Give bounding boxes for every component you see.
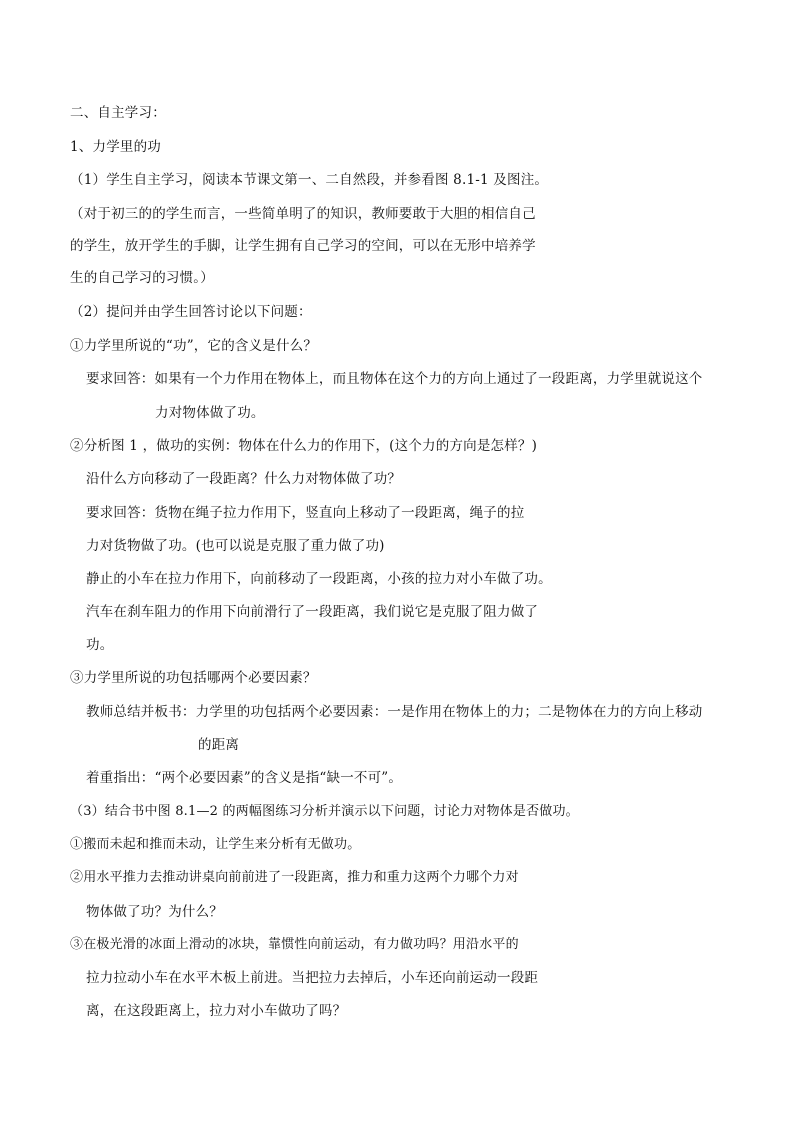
paragraph: （2）提问并由学生回答讨论以下问题： xyxy=(70,304,312,320)
exercise: ②用水平推力去推动讲桌向前前进了一段距离，推力和重力这两个力哪个力对 xyxy=(70,870,519,885)
exercise: 拉力拉动小车在水平木板上前进。当把拉力去掉后，小车还向前运动一段距 xyxy=(86,970,539,986)
answer: 的距离 xyxy=(198,737,240,753)
paragraph: 的学生，放开学生的手脚，让学生拥有自己学习的空间，可以在无形中培养学 xyxy=(70,238,536,254)
paragraph: （3）结合书中图 8.1—2 的两幅图练习分析并演示以下问题，讨论力对物体是否做功。 xyxy=(70,804,579,819)
exercise: ①搬而未起和推而未动，让学生来分析有无做功。 xyxy=(70,837,361,852)
question: ②分析图 1 ，做功的实例：物体在什么力的作用下，(这个力的方向是怎样？) xyxy=(70,438,538,454)
question: 沿什么方向移动了一段距离？什么力对物体做了功？ xyxy=(86,471,402,487)
paragraph: （1）学生自主学习，阅读本节课文第一、二自然段，并参看图 8.1-1 及图注。 xyxy=(70,172,549,188)
answer: 要求回答：货物在绳子拉力作用下，竖直向上移动了一段距离，绳子的拉 xyxy=(86,505,525,521)
paragraph: 生的自己学习的习惯。） xyxy=(70,270,214,286)
paragraph: （对于初三的的学生而言，一些简单明了的知识，教师要敢于大胆的相信自己 xyxy=(70,206,536,222)
subsection-title: 1、力学里的功 xyxy=(70,139,161,155)
question: ③力学里所说的功包括哪两个必要因素？ xyxy=(70,670,317,686)
answer: 静止的小车在拉力作用下，向前移动了一段距离，小孩的拉力对小车做了功。 xyxy=(86,571,552,587)
exercise: 物体做了功？为什么？ xyxy=(86,904,223,920)
answer: 要求回答：如果有一个力作用在物体上，而且物体在这个力的方向上通过了一段距离，力学里就说这个 xyxy=(86,371,703,387)
answer: 教师总结并板书：力学里的功包括两个必要因素：一是作用在物体上的力；二是物体在力的方向上移动 xyxy=(86,704,703,720)
answer: 力对货物做了功。(也可以说是克服了重力做了功) xyxy=(86,538,385,554)
exercise: ③在极光滑的冰面上滑动的冰块，靠惯性向前运动，有力做功吗？用沿水平的 xyxy=(70,937,519,952)
answer: 功。 xyxy=(86,637,114,653)
answer: 汽车在刹车阻力的作用下向前滑行了一段距离，我们说它是克服了阻力做了 xyxy=(86,604,539,620)
answer: 着重指出：“两个必要因素”的含义是指“缺一不可”。 xyxy=(86,770,403,786)
question: ①力学里所说的“功”，它的含义是什么？ xyxy=(70,338,318,354)
section-heading: 二、自主学习： xyxy=(70,105,166,121)
exercise: 离，在这段距离上，拉力对小车做功了吗？ xyxy=(86,1003,347,1019)
answer: 力对物体做了功。 xyxy=(155,405,265,421)
